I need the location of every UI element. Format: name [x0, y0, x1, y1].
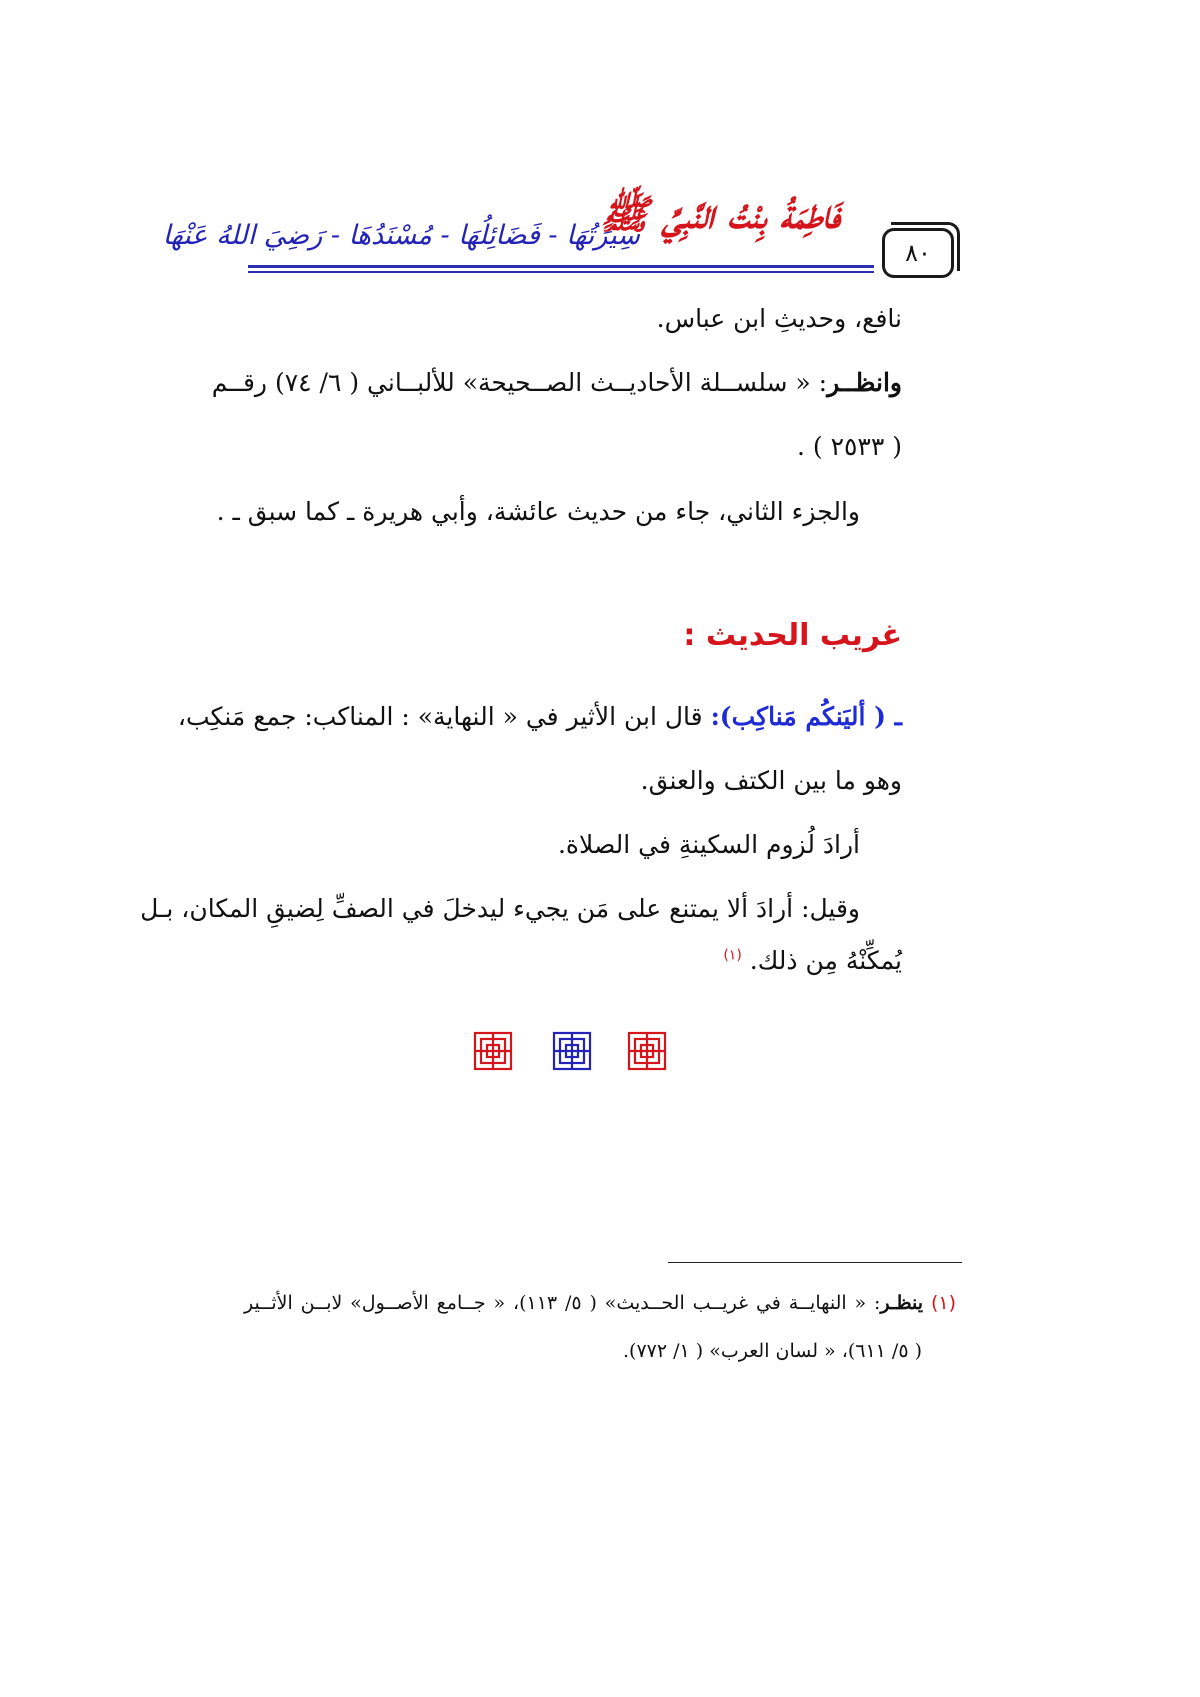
- body-line-9: [723, 946, 902, 976]
- book-subtitle: سِيرَتُهَا - فَضَائِلُهَا - مُسْنَدُهَا - رَضِيَ اللهُ عَنْهَا: [162, 220, 640, 251]
- footnote-line-2: ( ٥/ ٦١١)، « لسان العرب» ( ١/ ٧٧٢).: [623, 1340, 922, 1362]
- body-line-9-text: يُمكِّنْهُ مِن ذلك.: [749, 946, 902, 975]
- body-line-2: [211, 368, 902, 398]
- page-number-badge: [882, 228, 954, 278]
- body-line-3: ( ٢٥٣٣ ) .: [796, 432, 902, 461]
- footnote-separator: [668, 1262, 962, 1263]
- header-rule: [248, 265, 874, 268]
- page-number: ٨٠: [905, 239, 931, 267]
- footnote-number: (١): [930, 1292, 956, 1314]
- knot-ornament-icon: [472, 1030, 514, 1072]
- body-line-7: أرادَ لُزوم السكينةِ في الصلاة.: [557, 830, 860, 859]
- body-line-5: [177, 702, 902, 732]
- footnote-label: ينظـر: [880, 1292, 924, 1314]
- footnote-reference: (١): [723, 947, 742, 964]
- footnote-text: : « النهايــة في غريــب الحــديث» ( ٥/ ١١٣)، « جــامع الأصــول» لابــن الأثــير: [244, 1292, 881, 1314]
- book-title: فَاطِمَةُ بِنْتُ النَّبِيِّ ﷺ: [600, 191, 840, 238]
- reference-text: : « سلســلة الأحاديــث الصــحيحة» للألبــاني ( ٦/ ٧٤) رقــم: [211, 368, 828, 397]
- knot-ornament-icon: [626, 1030, 668, 1072]
- footnote-line-1: [244, 1292, 956, 1314]
- see-label: وانظــر: [827, 368, 902, 397]
- hadith-phrase: ـ ( أليَنكُم مَناكِب):: [710, 702, 902, 731]
- header-rule: [248, 271, 874, 273]
- body-line-4: والجزء الثاني، جاء من حديث عائشة، وأبي هريرة ـ كما سبق ـ .: [216, 497, 860, 526]
- definition-text: قال ابن الأثير في « النهاية» : المناكب: جمع مَنكِب،: [177, 702, 711, 731]
- knot-ornament-icon: [551, 1030, 593, 1072]
- body-line-6: وهو ما بين الكتف والعنق.: [640, 766, 902, 795]
- body-line-8: وقيل: أرادَ ألا يمتنع على مَن يجيء ليدخلَ في الصفِّ لِضيقِ المكان، بـل: [140, 894, 860, 923]
- body-line-1: نافع، وحديثِ ابن عباس.: [656, 304, 902, 333]
- section-heading: غريب الحديث :: [683, 618, 902, 653]
